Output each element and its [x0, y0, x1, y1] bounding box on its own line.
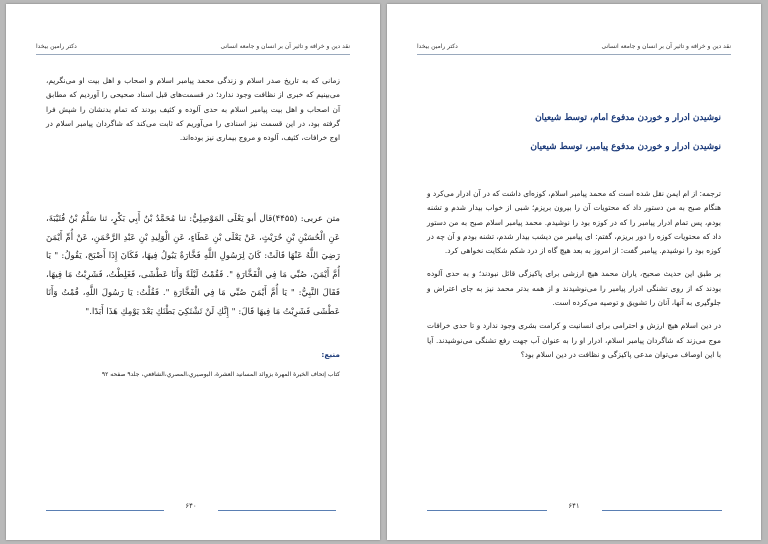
left-paragraph-1	[46, 74, 340, 154]
source-block	[46, 348, 340, 383]
right-body	[427, 187, 721, 371]
section-heading-1: نوشیدن ادرار و خوردن مدفوع امام، توسط شیعیان	[535, 113, 721, 123]
left-header	[36, 42, 350, 55]
right-page	[387, 4, 761, 540]
right-paragraph-2: بر طبق این حدیث صحیح، یاران محمد هیچ ارزشی برای پاکیزگی قائل نبودند؛ و به حدی آلوده بودند که از روی تشنگی ادرار پیامبر را می‌نوشیدند و از همه بدتر محمد نیز به جای اعتراض و جلوگیری به آنها، آنان را تشویق و توصیه می‌کرده است.	[427, 269, 721, 308]
left-page-number: ۶۴۰	[185, 502, 197, 510]
left-paragraph-1-text: زمانی که به تاریخ صدر اسلام و زندگی محمد پیامبر اسلام و اصحاب و اهل بیت او می‌نگریم، می‌بینیم که خبری از نظافت وجود ندارد؛ در قسمت‌های قبل اسناد صحیحی را آوردیم که مطابق آن اصحاب و اهل بیت پیامبر اسلام به حدی آلوده و کثیف بودند که تمام بدنشان را شپش فرا گرفته بود، در این قسمت نیز اسنادی را می‌آوریم که ثابت می‌کند که شاگردان پیامبر اسلام در اوج خرافات، کثیف، آلوده و مروج بیماری نیز بوده‌اند.	[46, 76, 340, 143]
left-footer-rule-left	[46, 510, 164, 511]
right-paragraph-3: در دین اسلام هیچ ارزش و احترامی برای انسانیت و کرامت بشری وجود ندارد و تا حدی خرافات موج می‌زند که شاگردان پیامبر اسلام، ادرار او را به عنوان آب جهت رفع تشنگی می‌نوشیدند. آیا با این اوصاف می‌توان مدعی پاکیزگی و نظافت در دین اسلام بود؟	[427, 321, 721, 359]
arabic-hadith-body: متن عربی: (۴۴۵۵)قال أبو يَعْلَى المَوْصِلِيُّ: ثنا مُحَمَّدُ بْنُ أَبِي بَكْرٍ، ثنا سَلْمُ بْنُ قُتَيْبَةَ، عَنِ الْحُسَيْنِ بْنِ حُرَيْثٍ، عَنْ يَعْلَى بْنِ عَطَاءٍ، عَنِ الْوَلِيدِ بْنِ عَبْدِ الرَّحْمَنِ، عَنْ أُمِّ أَيْمَنَ رَضِيَ اللَّهُ عَنْهَا قَالَتْ: كَانَ لِرَسُولِ اللَّهِ فَخَّارَةٌ يَبُولُ فِيهَا، فَكَانَ إِذَا أَصْبَحَ، يَقُولُ: " يَا أُمَّ أَيْمَنَ، صُبِّي مَا فِي الْفَخَّارَةِ ". فَقُمْتُ لَيْلَةً وَأَنَا عَطْشَى، فَغَلِطْتُ، فَشَرِبْتُ مَا فِيهَا، فَقَالَ النَّبِيُّ: " يَا أُمَّ أَيْمَنَ صُبِّي مَا فِي الْفَخَّارَةِ ". فَقُلْتُ: يَا رَسُولَ اللَّهِ، قُمْتُ وَأَنَا عَطْشَى فَشَرِبْتُ مَا فِيهَا قَالَ: " إِنَّكِ لَنْ تَشْتَكِيَ بَطْنَكِ بَعْدَ يَوْمِكِ هَذَا أَبَدًا."	[46, 214, 340, 317]
right-header-title: نقد دین و خرافه و تاثیر آن بر انسان و جامعه انسانی	[601, 43, 731, 50]
left-page	[6, 4, 380, 540]
right-header-author: دکتر رامین بیخدا	[417, 43, 458, 50]
source-heading: منبع:	[321, 350, 340, 359]
right-header	[417, 42, 731, 55]
left-footer-rule-right	[218, 510, 336, 511]
left-header-title: نقد دین و خرافه و تاثیر آن بر انسان و جامعه انسانی	[220, 43, 350, 50]
right-paragraph-1: ترجمه: از ام ایمن نقل شده است که محمد پیامبر اسلام، کوزه‌ای داشت که در آن ادرار می‌کرد و هنگام صبح به من دستور داد که محتویات آن را بیرون بریزم؛ شبی از خواب بیدار شدم و تشنه بودم، پس تمام ادرار پیامبر را که در کوزه بود را نوشیدم. محمد پیامبر اسلام صبح به من دستور داد که محتویات کوزه را دور بریزم، گفتم: ای پیامبر من دیشب بیدار شدم، تشنه بودم و آن چه در کوزه بود را نوشیدم. پیامبر گفت: از امروز به بعد هیچ گاه از درد شکم شکایت نخواهی کرد.	[427, 189, 721, 256]
left-header-author: دکتر رامین بیخدا	[36, 43, 77, 50]
source-citation: کتاب إتحاف الخيرة المهرة بزوائد المسانيد العشرة، البوصيري،المصري،الشافعي، جلد۹ صفحه ۹۲	[101, 371, 340, 379]
section-heading-2: نوشیدن ادرار و خوردن مدفوع پیامبر، توسط شیعیان	[530, 142, 721, 152]
right-page-number: ۶۴۱	[568, 502, 580, 510]
right-footer-rule-left	[427, 510, 547, 511]
right-footer-rule-right	[602, 510, 722, 511]
arabic-hadith-text	[46, 210, 340, 330]
